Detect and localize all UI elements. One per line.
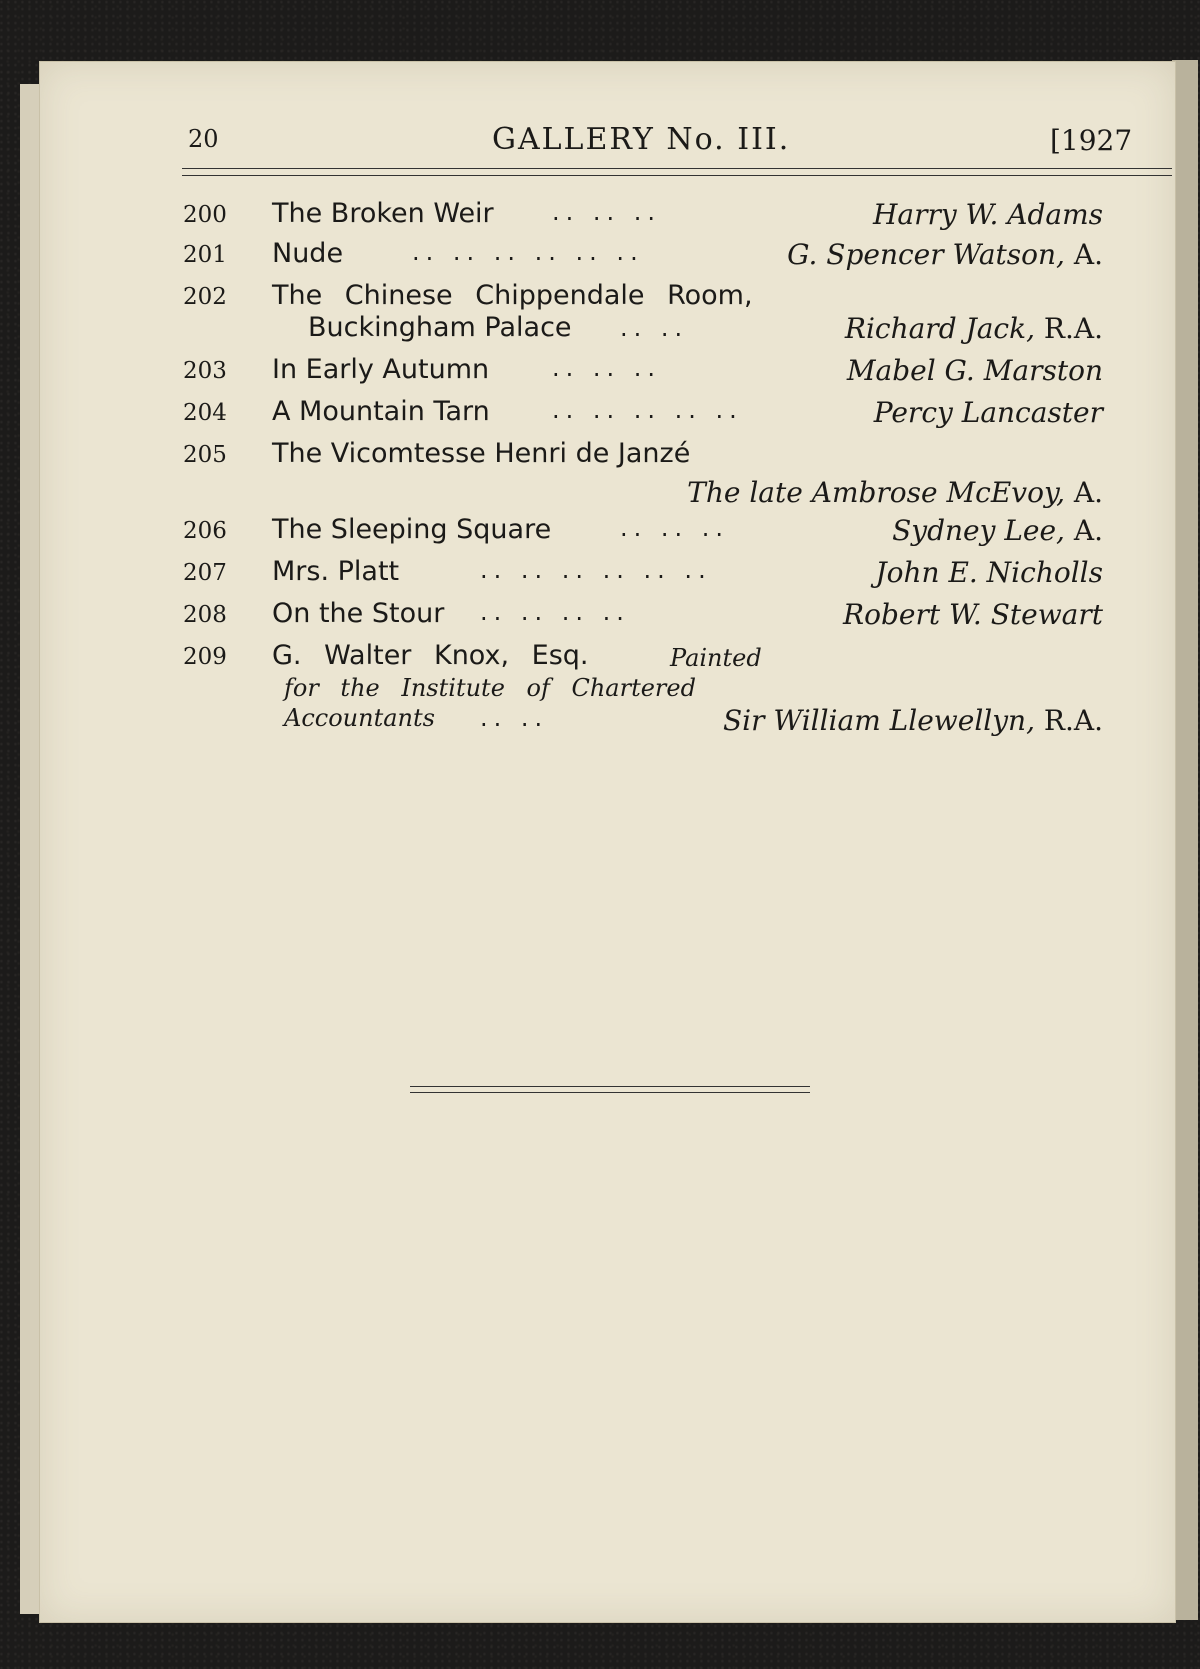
entry-artist [787, 238, 1103, 271]
page-number: 20 [188, 125, 219, 153]
artist-name: Richard Jack, [844, 312, 1035, 345]
artist-suffix: A. [1064, 238, 1103, 271]
artist-suffix: R.A. [1034, 312, 1103, 345]
leader-dots: .. .. .. .. [480, 598, 630, 626]
entry-number: 200 [183, 202, 227, 228]
catalogue-page [40, 62, 1175, 1622]
artist-name: Percy Lancaster [873, 396, 1103, 429]
year-label: [1927 [1050, 124, 1133, 157]
artist-suffix: A. [1064, 476, 1103, 509]
entry-title: On the Stour [272, 598, 445, 629]
entry-number: 209 [183, 644, 227, 670]
entry-artist [847, 354, 1103, 387]
entry-number: 206 [183, 518, 227, 544]
entry-title: Nude [272, 238, 344, 269]
entry-number: 201 [183, 242, 227, 268]
entry-artist [874, 396, 1103, 429]
artist-name: Mabel G. Marston [846, 354, 1103, 387]
artist-name: Robert W. Stewart [843, 598, 1103, 631]
leader-dots: .. .. .. .. .. .. [480, 556, 712, 584]
entry-artist [687, 476, 1103, 509]
page-header [40, 62, 1175, 172]
page-edge-right [1172, 60, 1198, 1620]
header-rule-bottom [182, 175, 1172, 176]
leader-dots: .. .. .. [620, 514, 730, 542]
entry-number: 202 [183, 284, 227, 310]
artist-name: Sydney Lee, [892, 514, 1065, 547]
entry-note: for the Institute of Chartered [284, 674, 696, 702]
leader-dots: .. .. [620, 314, 689, 342]
entry-title-line2: Buckingham Palace [308, 312, 572, 343]
entry-title: The Vicomtesse Henri de Janzé [272, 438, 691, 469]
leader-dots: .. .. .. [552, 354, 662, 382]
entry-title: G. Walter Knox, Esq. [272, 640, 589, 671]
artist-name: G. Spencer Watson, [787, 238, 1065, 271]
artist-name: Harry W. Adams [872, 198, 1103, 231]
entry-note: Painted [670, 644, 762, 672]
entry-artist [875, 556, 1103, 589]
artist-name: The late Ambrose McEvoy, [687, 476, 1065, 509]
entry-artist [723, 704, 1103, 737]
artist-suffix: R.A. [1034, 704, 1103, 737]
entry-number: 208 [183, 602, 227, 628]
entry-artist [843, 598, 1103, 631]
entry-note: Accountants [284, 704, 435, 732]
entry-title: The Broken Weir [272, 198, 494, 229]
end-rule-bottom [410, 1092, 810, 1093]
leader-dots: .. .. .. .. .. .. [412, 238, 644, 266]
entry-number: 207 [183, 560, 227, 586]
entry-title: The Sleeping Square [272, 514, 552, 545]
entry-title: In Early Autumn [272, 354, 490, 385]
leader-dots: .. .. [480, 704, 549, 732]
entry-number: 204 [183, 400, 227, 426]
entry-number: 205 [183, 442, 227, 468]
end-rule-top [410, 1086, 810, 1087]
entry-artist [892, 514, 1103, 547]
entry-title: A Mountain Tarn [272, 396, 490, 427]
entry-title: Mrs. Platt [272, 556, 400, 587]
header-rule-top [182, 168, 1172, 169]
artist-name: Sir William Llewellyn, [722, 704, 1035, 737]
artist-suffix: A. [1064, 514, 1103, 547]
entry-number: 203 [183, 358, 227, 384]
leader-dots: .. .. .. .. .. [552, 396, 743, 424]
leader-dots: .. .. .. [552, 198, 662, 226]
entry-artist [845, 312, 1103, 345]
entry-artist [873, 198, 1103, 231]
artist-name: John E. Nicholls [875, 556, 1103, 589]
entry-title: The Chinese Chippendale Room, [272, 280, 753, 311]
gallery-title: GALLERY No. III. [492, 122, 791, 157]
